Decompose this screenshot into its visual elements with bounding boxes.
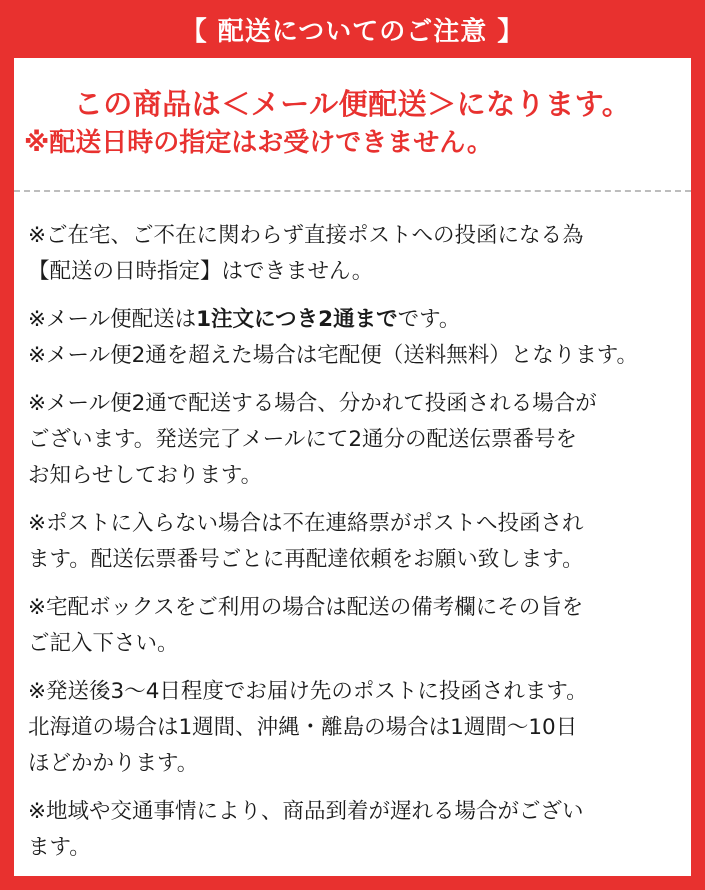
note-item: [28, 338, 685, 374]
note-item: [28, 506, 685, 578]
notice-panel: [14, 58, 691, 876]
note-line: ございます。発送完了メールにて2通分の配送伝票番号を: [28, 427, 578, 452]
note-line: [28, 302, 686, 338]
note-item: [28, 386, 685, 494]
header-title: 【 配送についてのご注意 】: [180, 16, 525, 47]
notes-list: [14, 218, 691, 866]
headline-shipping-method: この商品は＜メール便配送＞になります。: [73, 87, 632, 121]
note-emphasis: 1注文につき2通まで: [196, 307, 398, 332]
note-item: [28, 302, 685, 338]
note-item: [28, 794, 685, 866]
note-text: ※メール便配送は: [28, 307, 197, 332]
dashed-divider: [14, 190, 691, 192]
note-line: ます。配送伝票番号ごとに再配達依頼をお願い致します。: [28, 547, 584, 572]
note-line: お知らせしております。: [28, 463, 263, 488]
note-text: です。: [397, 307, 461, 332]
headline: [14, 84, 691, 162]
note-line: ※地域や交通事情により、商品到着が遅れる場合がござい: [28, 799, 584, 824]
note-line: ※ポストに入らない場合は不在連絡票がポストへ投函され: [28, 511, 584, 536]
note-item: [28, 674, 685, 782]
headline-no-date-spec: ※配送日時の指定はお受けできません。: [24, 128, 493, 158]
note-line: ※メール便2通で配送する場合、分かれて投函される場合が: [28, 391, 597, 416]
note-line: ご記入下さい。: [28, 631, 179, 656]
note-item: [28, 218, 685, 290]
note-line: ※宅配ボックスをご利用の場合は配送の備考欄にその旨を: [28, 595, 584, 620]
note-line: ※ご在宅、ご不在に関わらず直接ポストへの投函になる為: [28, 223, 584, 248]
note-line: 北海道の場合は1週間、沖縄・離島の場合は1週間〜10日: [28, 715, 578, 740]
note-item: [28, 590, 685, 662]
note-line: ほどかかります。: [28, 751, 199, 776]
note-line: ※発送後3〜4日程度でお届け先のポストに投函されます。: [28, 679, 588, 704]
note-line: ※メール便2通を超えた場合は宅配便（送料無料）となります。: [28, 343, 639, 368]
note-line: ます。: [28, 835, 91, 860]
note-line: 【配送の日時指定】はできません。: [28, 259, 374, 284]
